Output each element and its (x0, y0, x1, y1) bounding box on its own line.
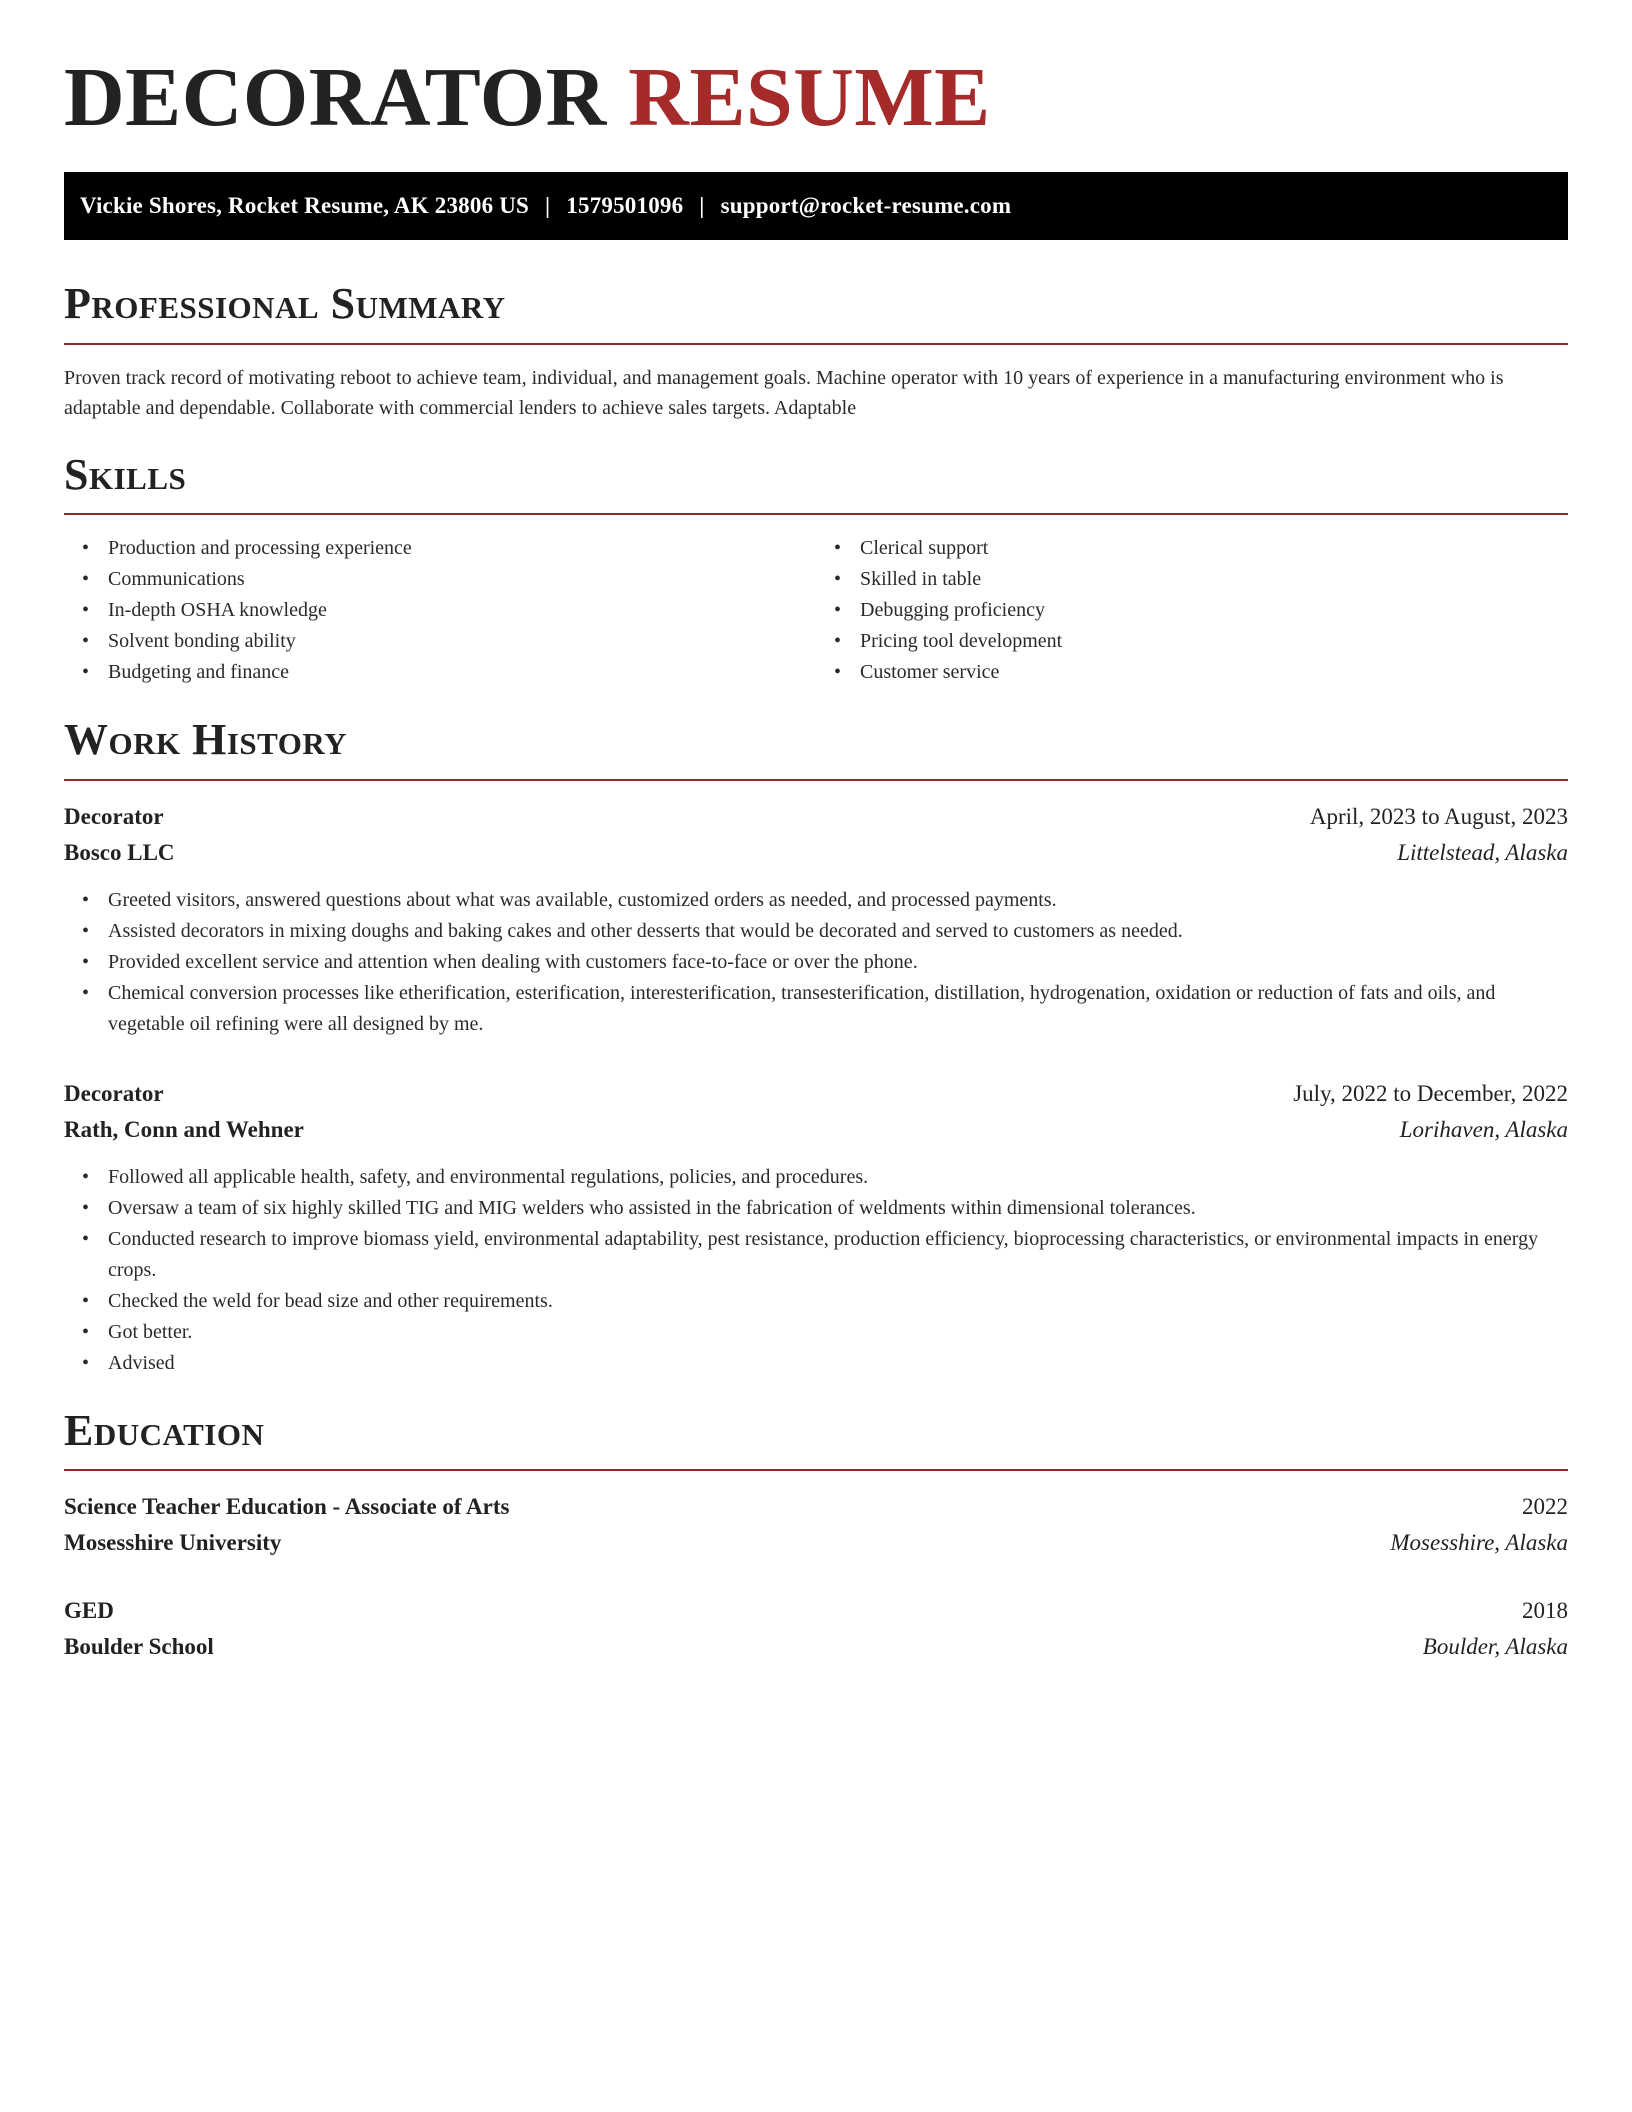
education-degree-row (64, 1593, 1568, 1629)
skill-item: • Solvent bonding ability (108, 626, 816, 657)
education-heading: Education (64, 1405, 265, 1455)
education-year: 2018 (1522, 1597, 1568, 1623)
job-dates: July, 2022 to December, 2022 (1293, 1080, 1568, 1106)
skill-item: • Pricing tool development (860, 626, 1568, 657)
job-entry (64, 799, 1568, 1040)
contact-email: support@rocket-resume.com (720, 193, 1012, 219)
education-school-row (64, 1629, 1568, 1665)
education-location: Boulder, Alaska (1422, 1633, 1568, 1659)
summary-heading: Professional Summary (64, 279, 506, 329)
job-duty: • Oversaw a team of six highly skilled TIG and MIG welders who assisted in the fabrication of weldments within dimensional tolerances. (108, 1193, 1568, 1224)
job-duty: • Greeted visitors, answered questions about what was available, customized orders as needed, and processed payments. (108, 885, 1568, 916)
education-degree: GED (64, 1597, 114, 1623)
job-header-row (64, 1076, 1568, 1112)
contact-separator: | (545, 193, 551, 219)
work-history-section (64, 716, 1568, 1378)
job-dates: April, 2023 to August, 2023 (1309, 803, 1568, 829)
education-degree-row (64, 1489, 1568, 1525)
job-company-row (64, 1112, 1568, 1148)
skills-section (64, 451, 1568, 688)
education-year: 2022 (1522, 1493, 1568, 1519)
job-header-row (64, 799, 1568, 835)
section-divider (64, 779, 1568, 781)
work-history-heading: Work History (64, 715, 348, 765)
job-duty: • Advised (108, 1348, 1568, 1379)
job-title: Decorator (64, 1080, 164, 1106)
skill-item: • Customer service (860, 657, 1568, 688)
job-duty: • Conducted research to improve biomass yield, environmental adaptability, pest resistance, production efficiency, bioprocessing characteristics, or environmental impacts in energy crops. (108, 1224, 1568, 1286)
job-entry (64, 1076, 1568, 1379)
skill-item: • Skilled in table (860, 564, 1568, 595)
job-duty: • Assisted decorators in mixing doughs and baking cakes and other desserts that would be decorated and served to customers as needed. (108, 916, 1568, 947)
job-location: Lorihaven, Alaska (1399, 1116, 1568, 1142)
job-duty: • Provided excellent service and attention when dealing with customers face-to-face or over the phone. (108, 947, 1568, 978)
summary-section (64, 280, 1568, 422)
skill-item: • Communications (108, 564, 816, 595)
education-entry (64, 1593, 1568, 1665)
title-main: DECORATOR (64, 51, 607, 144)
contact-separator: | (699, 193, 705, 219)
job-duties (64, 885, 1568, 1040)
job-duty: • Chemical conversion processes like etherification, esterification, interesterification, transesterification, distillation, hydrogenation, oxidation or reduction of fats and oils, and vegetable oil refining were all designed by me. (108, 978, 1568, 1040)
job-location: Littelstead, Alaska (1397, 839, 1568, 865)
education-section (64, 1407, 1568, 1665)
skills-list (64, 533, 1568, 688)
section-divider (64, 343, 1568, 345)
education-school: Boulder School (64, 1633, 214, 1659)
skill-item: • Production and processing experience (108, 533, 816, 564)
title-accent: RESUME (628, 51, 991, 144)
section-divider (64, 513, 1568, 515)
skill-item: • Debugging proficiency (860, 595, 1568, 626)
job-duty: • Checked the weld for bead size and other requirements. (108, 1286, 1568, 1317)
skill-item: • Budgeting and finance (108, 657, 816, 688)
skill-item: • Clerical support (860, 533, 1568, 564)
contact-bar (64, 172, 1568, 240)
education-location: Mosesshire, Alaska (1390, 1529, 1568, 1555)
summary-text: Proven track record of motivating reboot to achieve team, individual, and management goals. Machine operator with 10 years of experience in a manufacturing environment who is adaptable and dependable. Collaborate with commercial lenders to achieve sales targets. Adaptable (64, 366, 1504, 419)
job-company-row (64, 835, 1568, 871)
education-degree: Science Teacher Education - Associate of Arts (64, 1493, 510, 1519)
section-divider (64, 1469, 1568, 1471)
education-school: Mosesshire University (64, 1529, 282, 1555)
skill-item: • In-depth OSHA knowledge (108, 595, 816, 626)
education-school-row (64, 1525, 1568, 1561)
job-duties (64, 1162, 1568, 1379)
education-entry (64, 1489, 1568, 1561)
skills-column-2 (816, 533, 1568, 688)
skills-heading: Skills (64, 449, 187, 499)
job-duty: • Got better. (108, 1317, 1568, 1348)
job-company: Rath, Conn and Wehner (64, 1116, 304, 1142)
contact-phone: 1579501096 (566, 193, 684, 219)
job-company: Bosco LLC (64, 839, 175, 865)
contact-address: Vickie Shores, Rocket Resume, AK 23806 US (80, 193, 530, 219)
resume-title (64, 48, 1568, 144)
job-title: Decorator (64, 803, 164, 829)
skills-column-1 (64, 533, 816, 688)
job-duty: • Followed all applicable health, safety, and environmental regulations, policies, and procedures. (108, 1162, 1568, 1193)
